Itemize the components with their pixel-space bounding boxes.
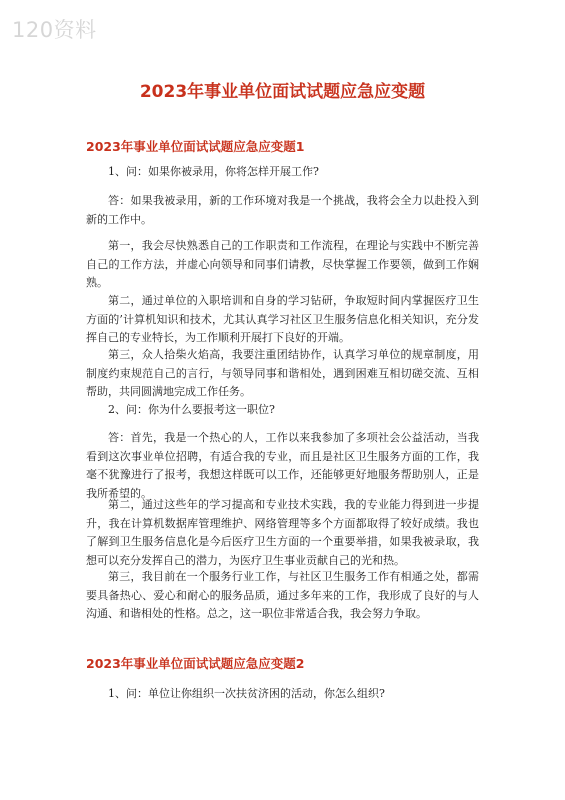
answer-paragraph: 答：首先，我是一个热心的人，工作以来我参加了多项社会公益活动，当我看到这次事业单位招聘，有适合我的专业，而且是社区卫生服务方面的工作，我毫不犹豫进行了报考，我想这样既可以工作，还能够更好地服务帮助别人，正是我所希望的。: [86, 431, 479, 500]
section-heading-2: 2023年事业单位面试试题应急应变题2: [86, 656, 305, 671]
question-paragraph: 1、问：单位让你组织一次扶贫济困的活动，你怎么组织?: [108, 687, 385, 700]
body-paragraph: 第一，我会尽快熟悉自己的工作职责和工作流程，在理论与实践中不断完善自己的工作方法，并虚心向领导和同事们请教，尽快掌握工作要领，做到工作娴熟。: [86, 239, 479, 290]
body-paragraph: 第二，通过这些年的学习提高和专业技术实践，我的专业能力得到进一步提升，我在计算机数据库管理维护、网络管理等多个方面都取得了较好成绩。我也了解到卫生服务信息化是今后医疗卫生方面的一个重要举措，如果我被录取，我想可以充分发挥自己的潜力，为医疗卫生事业贡献自己的光和热。: [86, 498, 479, 567]
question-paragraph: 2、问：你为什么要报考这一职位?: [108, 403, 275, 416]
question-paragraph: 1、问：如果你被录用，你将怎样开展工作?: [108, 165, 319, 178]
page-title: 2023年事业单位面试试题应急应变题: [139, 82, 426, 102]
section-heading-1: 2023年事业单位面试试题应急应变题1: [86, 139, 305, 154]
answer-paragraph: 答：如果我被录用，新的工作环境对我是一个挑战，我将会全力以赴投入到新的工作中。: [86, 194, 479, 226]
body-paragraph: 第三，我目前在一个服务行业工作，与社区卫生服务工作有相通之处，都需要具备热心、爱心和耐心的服务品质，通过多年来的工作，我形成了良好的与人沟通、和谐相处的性格。总之，这一职位非常适合我，我会努力争取。: [86, 570, 479, 621]
body-paragraph: 第三，众人拾柴火焰高，我要注重团结协作，认真学习单位的规章制度，用制度约束规范自己的言行，与领导同事和谐相处，遇到困难互相切磋交流、互相帮助，共同圆满地完成工作任务。: [86, 348, 479, 399]
body-paragraph: 第二，通过单位的入职培训和自身的学习钻研，争取短时间内掌握医疗卫生方面的’计算机知识和技术，尤其认真学习社区卫生服务信息化相关知识，充分发挥自己的专业特长，为工作顺利开展打下良好的开端。: [86, 294, 479, 345]
watermark: 120资料: [12, 18, 97, 42]
